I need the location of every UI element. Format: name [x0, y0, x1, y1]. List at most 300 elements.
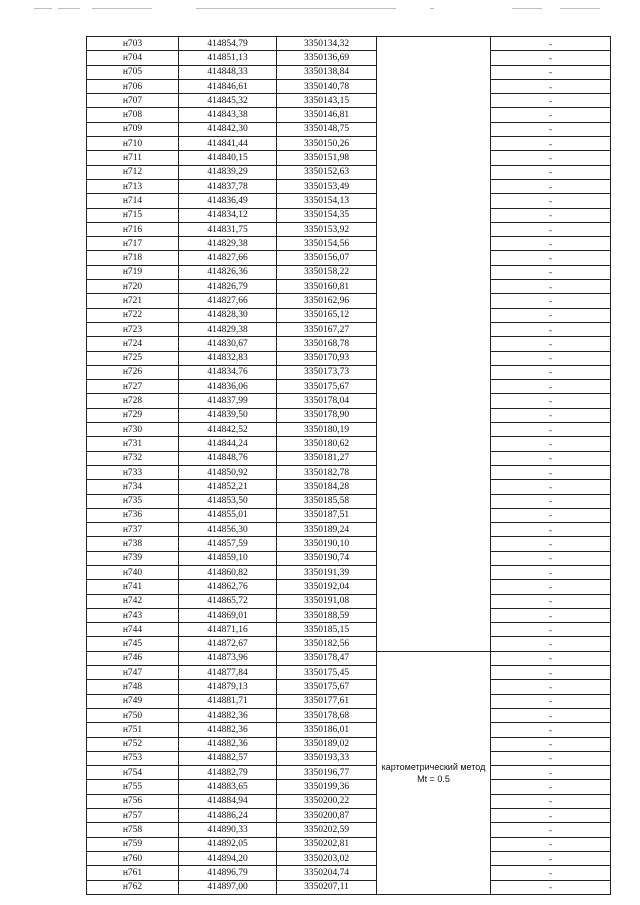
accuracy-dash-cell: -	[491, 65, 611, 79]
accuracy-dash-cell: -	[491, 823, 611, 837]
table-row	[87, 137, 611, 151]
x-coordinate-cell: 414827,66	[179, 294, 277, 308]
x-coordinate-cell: 414855,01	[179, 508, 277, 522]
point-id-cell: н752	[87, 737, 179, 751]
table-row	[87, 94, 611, 108]
accuracy-dash-cell: -	[491, 194, 611, 208]
accuracy-dash-cell: -	[491, 380, 611, 394]
table-row	[87, 823, 611, 837]
y-coordinate-cell: 3350199,36	[277, 780, 377, 794]
table-row	[87, 851, 611, 865]
point-id-cell: н750	[87, 708, 179, 722]
y-coordinate-cell: 3350151,98	[277, 151, 377, 165]
point-id-cell: н719	[87, 265, 179, 279]
point-id-cell: н717	[87, 237, 179, 251]
x-coordinate-cell: 414881,71	[179, 694, 277, 708]
point-id-cell: н712	[87, 165, 179, 179]
x-coordinate-cell: 414852,21	[179, 480, 277, 494]
accuracy-dash-cell: -	[491, 851, 611, 865]
y-coordinate-cell: 3350204,74	[277, 866, 377, 880]
y-coordinate-cell: 3350156,07	[277, 251, 377, 265]
accuracy-dash-cell: -	[491, 737, 611, 751]
y-coordinate-cell: 3350175,67	[277, 380, 377, 394]
y-coordinate-cell: 3350202,59	[277, 823, 377, 837]
x-coordinate-cell: 414857,59	[179, 537, 277, 551]
accuracy-dash-cell: -	[491, 108, 611, 122]
y-coordinate-cell: 3350154,56	[277, 237, 377, 251]
table-row	[87, 508, 611, 522]
point-id-cell: н749	[87, 694, 179, 708]
accuracy-dash-cell: -	[491, 179, 611, 193]
table-row	[87, 37, 611, 51]
x-coordinate-cell: 414879,13	[179, 680, 277, 694]
table-row	[87, 837, 611, 851]
x-coordinate-cell: 414882,36	[179, 708, 277, 722]
accuracy-dash-cell: -	[491, 151, 611, 165]
x-coordinate-cell: 414834,76	[179, 365, 277, 379]
point-id-cell: н737	[87, 523, 179, 537]
y-coordinate-cell: 3350175,67	[277, 680, 377, 694]
y-coordinate-cell: 3350196,77	[277, 766, 377, 780]
y-coordinate-cell: 3350202,81	[277, 837, 377, 851]
table-row	[87, 480, 611, 494]
point-id-cell: н729	[87, 408, 179, 422]
table-row	[87, 437, 611, 451]
x-coordinate-cell: 414836,06	[179, 380, 277, 394]
point-id-cell: н707	[87, 94, 179, 108]
point-id-cell: н705	[87, 65, 179, 79]
x-coordinate-cell: 414859,10	[179, 551, 277, 565]
x-coordinate-cell: 414897,00	[179, 880, 277, 894]
table-row	[87, 79, 611, 93]
x-coordinate-cell: 414834,12	[179, 208, 277, 222]
point-id-cell: н704	[87, 51, 179, 65]
y-coordinate-cell: 3350182,56	[277, 637, 377, 651]
point-id-cell: н711	[87, 151, 179, 165]
table-row	[87, 523, 611, 537]
y-coordinate-cell: 3350160,81	[277, 280, 377, 294]
table-row	[87, 108, 611, 122]
y-coordinate-cell: 3350178,47	[277, 651, 377, 665]
table-row	[87, 351, 611, 365]
accuracy-dash-cell: -	[491, 465, 611, 479]
accuracy-dash-cell: -	[491, 308, 611, 322]
x-coordinate-cell: 414848,76	[179, 451, 277, 465]
table-row	[87, 222, 611, 236]
accuracy-dash-cell: -	[491, 165, 611, 179]
table-row	[87, 251, 611, 265]
x-coordinate-cell: 414883,65	[179, 780, 277, 794]
accuracy-dash-cell: -	[491, 580, 611, 594]
point-id-cell: н757	[87, 809, 179, 823]
y-coordinate-cell: 3350146,81	[277, 108, 377, 122]
x-coordinate-cell: 414846,61	[179, 79, 277, 93]
y-coordinate-cell: 3350182,78	[277, 465, 377, 479]
x-coordinate-cell: 414882,79	[179, 766, 277, 780]
table-row	[87, 423, 611, 437]
point-id-cell: н726	[87, 365, 179, 379]
x-coordinate-cell: 414842,30	[179, 122, 277, 136]
accuracy-dash-cell: -	[491, 794, 611, 808]
point-id-cell: н718	[87, 251, 179, 265]
point-id-cell: н762	[87, 880, 179, 894]
table-row	[87, 408, 611, 422]
table-row	[87, 151, 611, 165]
accuracy-dash-cell: -	[491, 551, 611, 565]
table-row	[87, 365, 611, 379]
table-row	[87, 237, 611, 251]
accuracy-dash-cell: -	[491, 494, 611, 508]
accuracy-dash-cell: -	[491, 408, 611, 422]
table-row	[87, 723, 611, 737]
table-row	[87, 766, 611, 780]
point-id-cell: н727	[87, 380, 179, 394]
table-row	[87, 780, 611, 794]
point-id-cell: н716	[87, 222, 179, 236]
accuracy-dash-cell: -	[491, 423, 611, 437]
x-coordinate-cell: 414841,44	[179, 137, 277, 151]
accuracy-dash-cell: -	[491, 723, 611, 737]
x-coordinate-cell: 414872,67	[179, 637, 277, 651]
y-coordinate-cell: 3350184,28	[277, 480, 377, 494]
x-coordinate-cell: 414860,82	[179, 565, 277, 579]
point-id-cell: н743	[87, 608, 179, 622]
accuracy-dash-cell: -	[491, 222, 611, 236]
y-coordinate-cell: 3350162,96	[277, 294, 377, 308]
point-id-cell: н736	[87, 508, 179, 522]
y-coordinate-cell: 3350188,59	[277, 608, 377, 622]
x-coordinate-cell: 414829,38	[179, 322, 277, 336]
accuracy-dash-cell: -	[491, 51, 611, 65]
y-coordinate-cell: 3350203,02	[277, 851, 377, 865]
point-id-cell: н732	[87, 451, 179, 465]
y-coordinate-cell: 3350207,11	[277, 880, 377, 894]
table-row	[87, 680, 611, 694]
point-id-cell: н755	[87, 780, 179, 794]
y-coordinate-cell: 3350143,15	[277, 94, 377, 108]
point-id-cell: н739	[87, 551, 179, 565]
point-id-cell: н723	[87, 322, 179, 336]
y-coordinate-cell: 3350158,22	[277, 265, 377, 279]
y-coordinate-cell: 3350170,93	[277, 351, 377, 365]
table-row	[87, 580, 611, 594]
point-id-cell: н747	[87, 666, 179, 680]
y-coordinate-cell: 3350150,26	[277, 137, 377, 151]
point-id-cell: н734	[87, 480, 179, 494]
accuracy-dash-cell: -	[491, 594, 611, 608]
accuracy-dash-cell: -	[491, 708, 611, 722]
point-id-cell: н722	[87, 308, 179, 322]
accuracy-dash-cell: -	[491, 37, 611, 51]
x-coordinate-cell: 414894,20	[179, 851, 277, 865]
method-cell-empty	[377, 37, 491, 652]
accuracy-dash-cell: -	[491, 880, 611, 894]
x-coordinate-cell: 414837,99	[179, 394, 277, 408]
accuracy-dash-cell: -	[491, 651, 611, 665]
y-coordinate-cell: 3350167,27	[277, 322, 377, 336]
table-row	[87, 651, 611, 665]
accuracy-dash-cell: -	[491, 208, 611, 222]
x-coordinate-cell: 414829,38	[179, 237, 277, 251]
y-coordinate-cell: 3350175,45	[277, 666, 377, 680]
x-coordinate-cell: 414839,29	[179, 165, 277, 179]
method-cell: картометрический метод Mt = 0.5	[377, 651, 491, 894]
x-coordinate-cell: 414832,83	[179, 351, 277, 365]
x-coordinate-cell: 414837,78	[179, 179, 277, 193]
point-id-cell: н731	[87, 437, 179, 451]
accuracy-dash-cell: -	[491, 508, 611, 522]
x-coordinate-cell: 414871,16	[179, 623, 277, 637]
point-id-cell: н754	[87, 766, 179, 780]
point-id-cell: н756	[87, 794, 179, 808]
x-coordinate-cell: 414845,32	[179, 94, 277, 108]
x-coordinate-cell: 414890,33	[179, 823, 277, 837]
accuracy-dash-cell: -	[491, 837, 611, 851]
accuracy-dash-cell: -	[491, 394, 611, 408]
y-coordinate-cell: 3350153,92	[277, 222, 377, 236]
y-coordinate-cell: 3350154,35	[277, 208, 377, 222]
point-id-cell: н746	[87, 651, 179, 665]
accuracy-dash-cell: -	[491, 122, 611, 136]
table-row	[87, 465, 611, 479]
point-id-cell: н742	[87, 594, 179, 608]
x-coordinate-cell: 414865,72	[179, 594, 277, 608]
y-coordinate-cell: 3350190,74	[277, 551, 377, 565]
y-coordinate-cell: 3350138,84	[277, 65, 377, 79]
point-id-cell: н741	[87, 580, 179, 594]
point-id-cell: н713	[87, 179, 179, 193]
y-coordinate-cell: 3350180,62	[277, 437, 377, 451]
x-coordinate-cell: 414851,13	[179, 51, 277, 65]
point-id-cell: н735	[87, 494, 179, 508]
x-coordinate-cell: 414843,38	[179, 108, 277, 122]
y-coordinate-cell: 3350165,12	[277, 308, 377, 322]
table-row	[87, 394, 611, 408]
point-id-cell: н730	[87, 423, 179, 437]
accuracy-dash-cell: -	[491, 809, 611, 823]
y-coordinate-cell: 3350136,69	[277, 51, 377, 65]
table-row	[87, 51, 611, 65]
y-coordinate-cell: 3350153,49	[277, 179, 377, 193]
table-row	[87, 637, 611, 651]
accuracy-dash-cell: -	[491, 694, 611, 708]
y-coordinate-cell: 3350180,19	[277, 423, 377, 437]
accuracy-dash-cell: -	[491, 294, 611, 308]
y-coordinate-cell: 3350148,75	[277, 122, 377, 136]
header-scan-marks	[0, 8, 640, 16]
accuracy-dash-cell: -	[491, 94, 611, 108]
point-id-cell: н703	[87, 37, 179, 51]
accuracy-dash-cell: -	[491, 666, 611, 680]
y-coordinate-cell: 3350190,10	[277, 537, 377, 551]
x-coordinate-cell: 414884,94	[179, 794, 277, 808]
y-coordinate-cell: 3350186,01	[277, 723, 377, 737]
x-coordinate-cell: 414882,36	[179, 723, 277, 737]
accuracy-dash-cell: -	[491, 137, 611, 151]
table-row	[87, 165, 611, 179]
point-id-cell: н709	[87, 122, 179, 136]
coordinates-table	[86, 36, 611, 895]
y-coordinate-cell: 3350173,73	[277, 365, 377, 379]
y-coordinate-cell: 3350193,33	[277, 751, 377, 765]
table-row	[87, 608, 611, 622]
x-coordinate-cell: 414873,96	[179, 651, 277, 665]
table-row	[87, 866, 611, 880]
table-row	[87, 623, 611, 637]
accuracy-dash-cell: -	[491, 608, 611, 622]
x-coordinate-cell: 414882,57	[179, 751, 277, 765]
point-id-cell: н728	[87, 394, 179, 408]
y-coordinate-cell: 3350189,24	[277, 523, 377, 537]
x-coordinate-cell: 414896,79	[179, 866, 277, 880]
table-row	[87, 809, 611, 823]
coordinates-table-body	[87, 37, 611, 895]
accuracy-dash-cell: -	[491, 265, 611, 279]
table-row	[87, 122, 611, 136]
table-row	[87, 794, 611, 808]
accuracy-dash-cell: -	[491, 866, 611, 880]
y-coordinate-cell: 3350168,78	[277, 337, 377, 351]
table-row	[87, 494, 611, 508]
y-coordinate-cell: 3350140,78	[277, 79, 377, 93]
x-coordinate-cell: 414853,50	[179, 494, 277, 508]
point-id-cell: н721	[87, 294, 179, 308]
x-coordinate-cell: 414862,76	[179, 580, 277, 594]
y-coordinate-cell: 3350185,15	[277, 623, 377, 637]
table-row	[87, 280, 611, 294]
x-coordinate-cell: 414869,01	[179, 608, 277, 622]
accuracy-dash-cell: -	[491, 280, 611, 294]
point-id-cell: н760	[87, 851, 179, 865]
point-id-cell: н751	[87, 723, 179, 737]
table-row	[87, 208, 611, 222]
x-coordinate-cell: 414850,92	[179, 465, 277, 479]
point-id-cell: н740	[87, 565, 179, 579]
accuracy-dash-cell: -	[491, 351, 611, 365]
x-coordinate-cell: 414882,36	[179, 737, 277, 751]
accuracy-dash-cell: -	[491, 79, 611, 93]
table-row	[87, 737, 611, 751]
y-coordinate-cell: 3350178,04	[277, 394, 377, 408]
table-row	[87, 751, 611, 765]
point-id-cell: н744	[87, 623, 179, 637]
accuracy-dash-cell: -	[491, 623, 611, 637]
x-coordinate-cell: 414827,66	[179, 251, 277, 265]
accuracy-dash-cell: -	[491, 780, 611, 794]
point-id-cell: н724	[87, 337, 179, 351]
point-id-cell: н710	[87, 137, 179, 151]
x-coordinate-cell: 414854,79	[179, 37, 277, 51]
x-coordinate-cell: 414848,33	[179, 65, 277, 79]
point-id-cell: н759	[87, 837, 179, 851]
accuracy-dash-cell: -	[491, 565, 611, 579]
y-coordinate-cell: 3350200,22	[277, 794, 377, 808]
y-coordinate-cell: 3350189,02	[277, 737, 377, 751]
y-coordinate-cell: 3350187,51	[277, 508, 377, 522]
table-row	[87, 694, 611, 708]
x-coordinate-cell: 414844,24	[179, 437, 277, 451]
accuracy-dash-cell: -	[491, 523, 611, 537]
accuracy-dash-cell: -	[491, 680, 611, 694]
point-id-cell: н714	[87, 194, 179, 208]
point-id-cell: н753	[87, 751, 179, 765]
accuracy-dash-cell: -	[491, 766, 611, 780]
table-row	[87, 194, 611, 208]
x-coordinate-cell: 414886,24	[179, 809, 277, 823]
point-id-cell: н748	[87, 680, 179, 694]
x-coordinate-cell: 414839,50	[179, 408, 277, 422]
table-row	[87, 265, 611, 279]
x-coordinate-cell: 414830,67	[179, 337, 277, 351]
point-id-cell: н715	[87, 208, 179, 222]
point-id-cell: н725	[87, 351, 179, 365]
table-row	[87, 551, 611, 565]
table-row	[87, 308, 611, 322]
y-coordinate-cell: 3350134,32	[277, 37, 377, 51]
y-coordinate-cell: 3350177,61	[277, 694, 377, 708]
table-row	[87, 337, 611, 351]
x-coordinate-cell: 414840,15	[179, 151, 277, 165]
y-coordinate-cell: 3350181,27	[277, 451, 377, 465]
table-row	[87, 880, 611, 894]
x-coordinate-cell: 414836,49	[179, 194, 277, 208]
accuracy-dash-cell: -	[491, 337, 611, 351]
table-row	[87, 65, 611, 79]
x-coordinate-cell: 414877,84	[179, 666, 277, 680]
accuracy-dash-cell: -	[491, 480, 611, 494]
point-id-cell: н758	[87, 823, 179, 837]
point-id-cell: н738	[87, 537, 179, 551]
x-coordinate-cell: 414831,75	[179, 222, 277, 236]
point-id-cell: н720	[87, 280, 179, 294]
x-coordinate-cell: 414826,36	[179, 265, 277, 279]
point-id-cell: н706	[87, 79, 179, 93]
point-id-cell: н733	[87, 465, 179, 479]
table-row	[87, 565, 611, 579]
accuracy-dash-cell: -	[491, 365, 611, 379]
accuracy-dash-cell: -	[491, 237, 611, 251]
table-row	[87, 594, 611, 608]
y-coordinate-cell: 3350192,04	[277, 580, 377, 594]
table-row	[87, 666, 611, 680]
y-coordinate-cell: 3350178,90	[277, 408, 377, 422]
table-row	[87, 380, 611, 394]
table-row	[87, 537, 611, 551]
y-coordinate-cell: 3350152,63	[277, 165, 377, 179]
y-coordinate-cell: 3350191,08	[277, 594, 377, 608]
x-coordinate-cell: 414828,30	[179, 308, 277, 322]
x-coordinate-cell: 414842,52	[179, 423, 277, 437]
accuracy-dash-cell: -	[491, 637, 611, 651]
point-id-cell: н761	[87, 866, 179, 880]
x-coordinate-cell: 414892,05	[179, 837, 277, 851]
point-id-cell: н745	[87, 637, 179, 651]
y-coordinate-cell: 3350178,68	[277, 708, 377, 722]
accuracy-dash-cell: -	[491, 537, 611, 551]
table-row	[87, 708, 611, 722]
y-coordinate-cell: 3350191,39	[277, 565, 377, 579]
y-coordinate-cell: 3350200,87	[277, 809, 377, 823]
y-coordinate-cell: 3350154,13	[277, 194, 377, 208]
table-row	[87, 294, 611, 308]
x-coordinate-cell: 414856,30	[179, 523, 277, 537]
accuracy-dash-cell: -	[491, 751, 611, 765]
point-id-cell: н708	[87, 108, 179, 122]
accuracy-dash-cell: -	[491, 322, 611, 336]
accuracy-dash-cell: -	[491, 437, 611, 451]
x-coordinate-cell: 414826,79	[179, 280, 277, 294]
table-row	[87, 322, 611, 336]
